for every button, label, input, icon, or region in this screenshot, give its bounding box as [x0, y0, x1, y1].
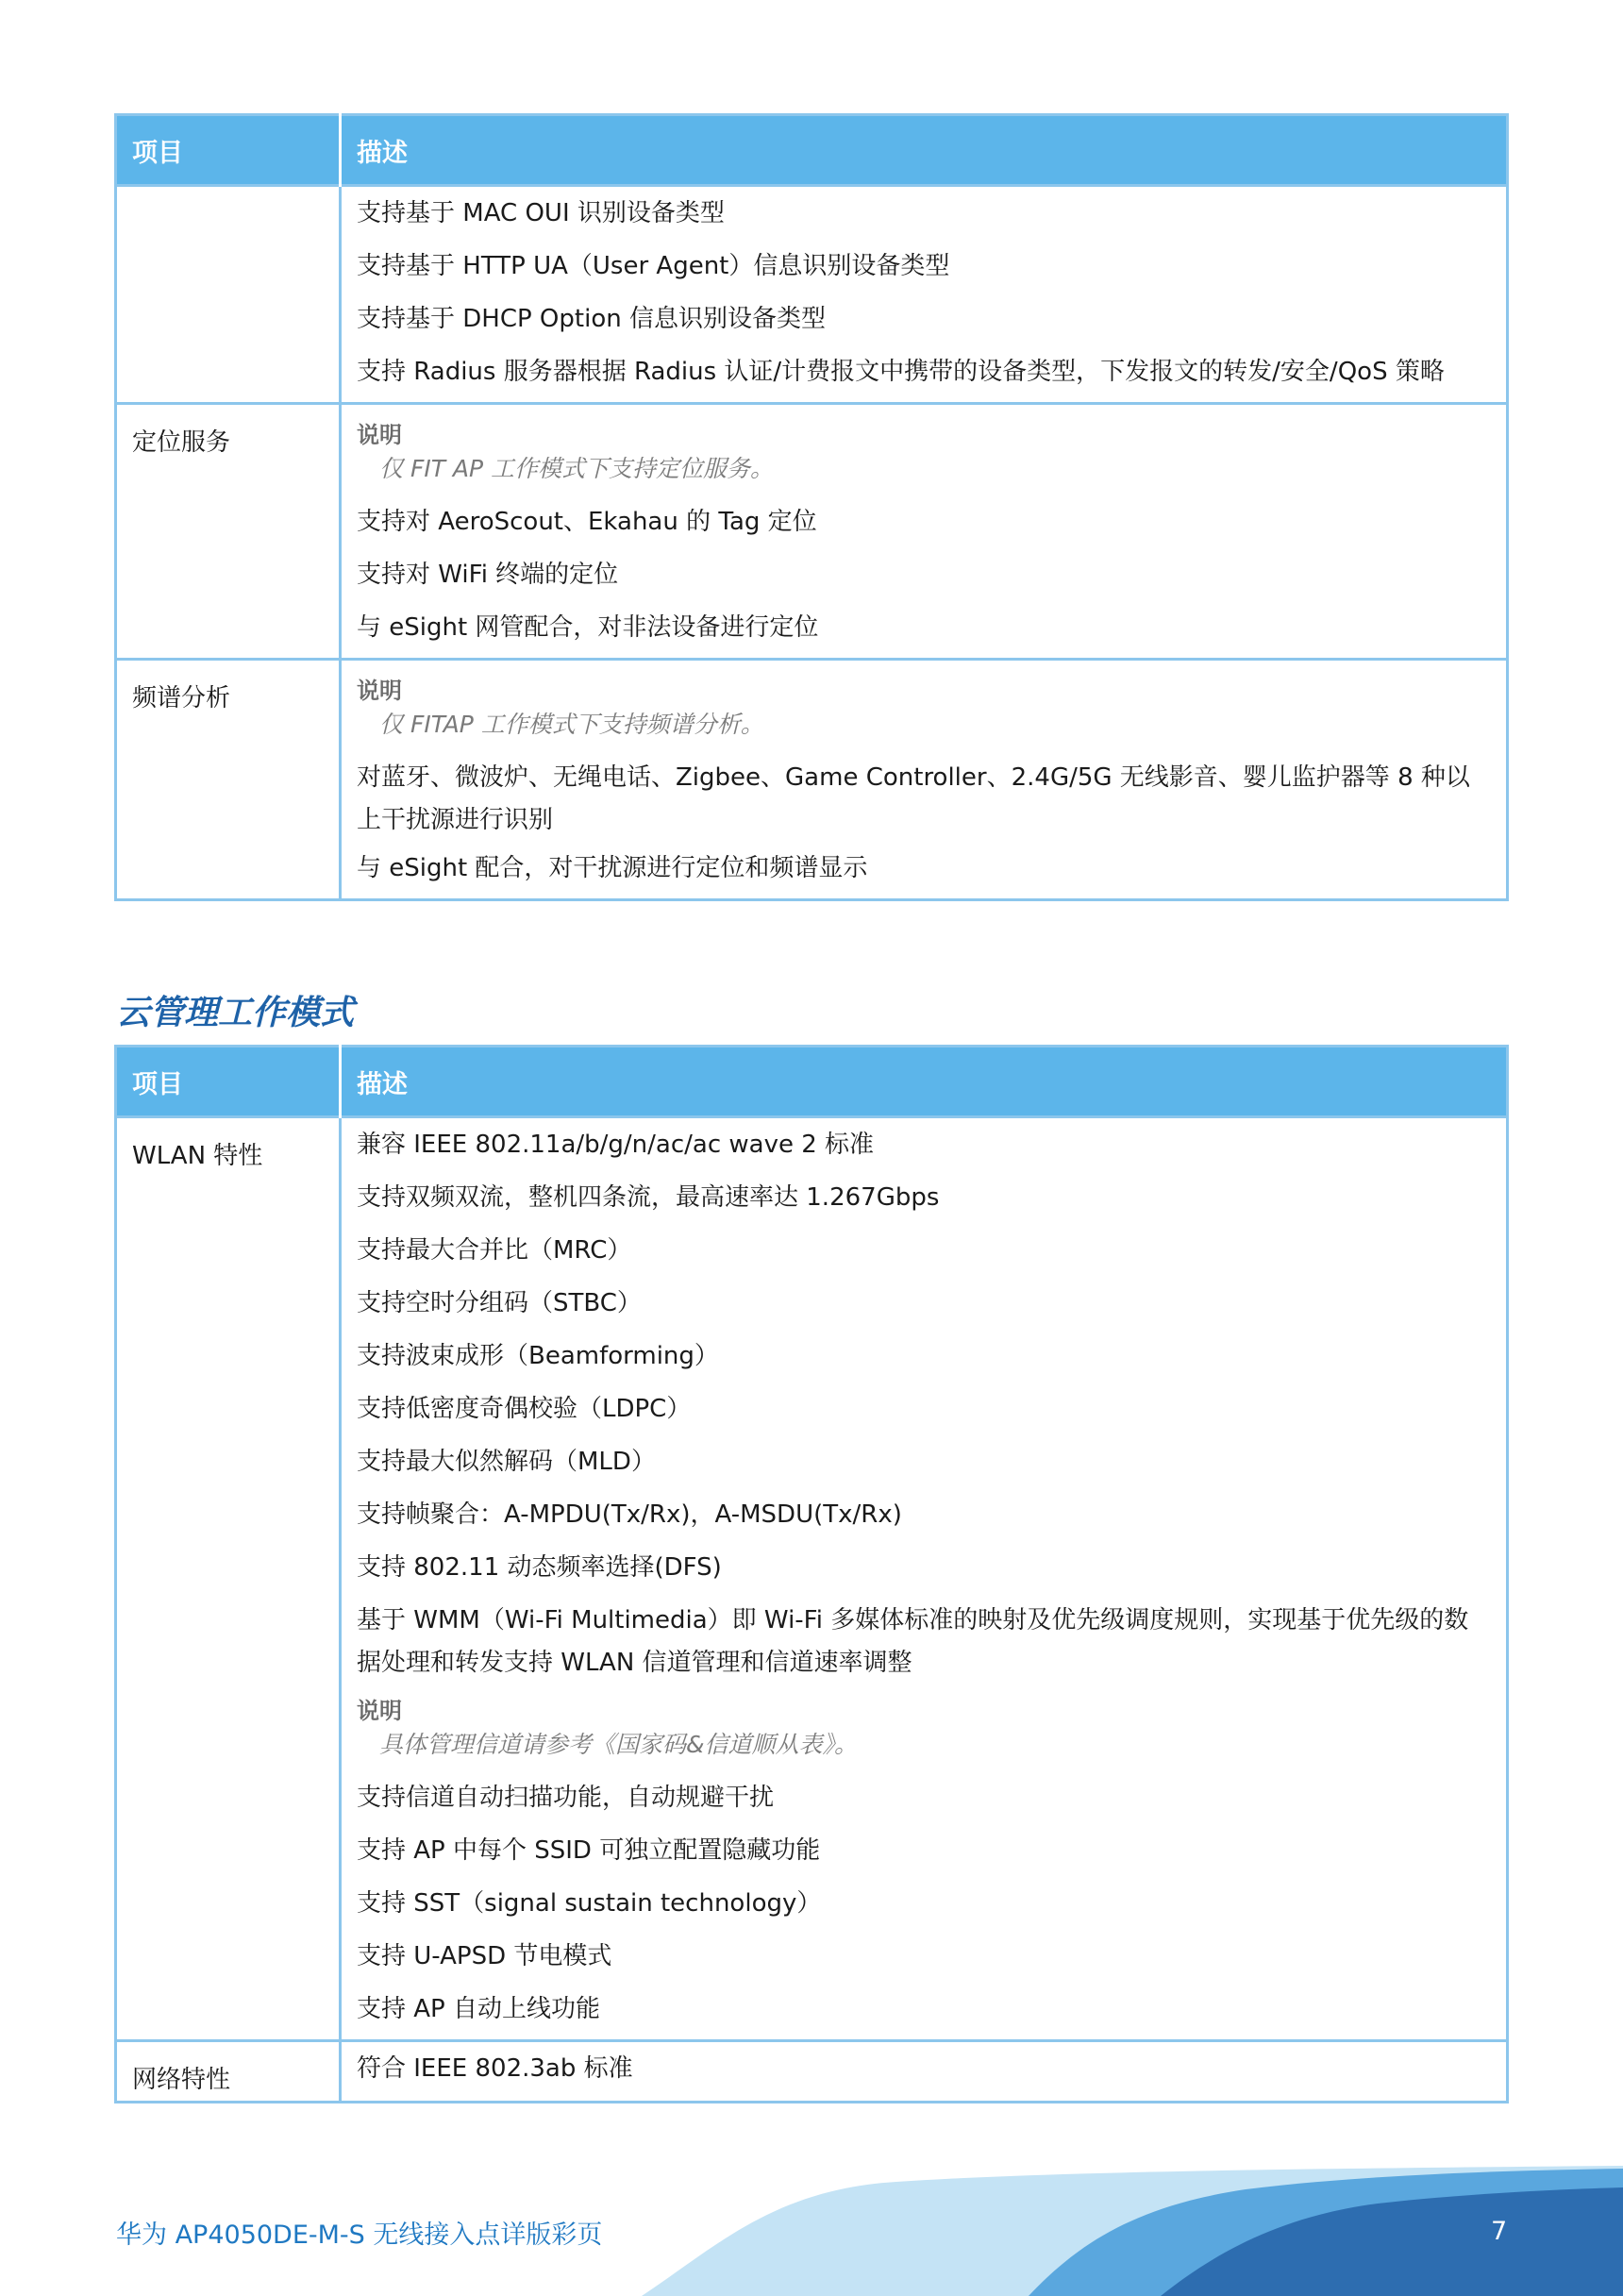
list-item: 支持最大似然解码（MLD）	[357, 1448, 656, 1476]
row-description	[341, 660, 1508, 900]
spec-table-continued	[114, 113, 1509, 901]
list-item: 兼容 IEEE 802.11a/b/g/n/ac/ac wave 2 标准	[357, 1131, 875, 1159]
note-text: 仅 FITAP 工作模式下支持频谱分析。	[379, 711, 764, 738]
row-description	[341, 1117, 1508, 2041]
list-item: 支持基于 DHCP Option 信息识别设备类型	[357, 305, 826, 333]
row-item-label	[116, 186, 341, 404]
section-title: 云管理工作模式	[116, 994, 355, 1032]
table-row	[116, 2041, 1508, 2103]
list-item: 支持 Radius 服务器根据 Radius 认证/计费报文中携带的设备类型，下发报文的转发/安全/QoS 策略	[357, 358, 1445, 386]
list-item: 支持最大合并比（MRC）	[357, 1236, 632, 1265]
column-header-description: 描述	[341, 1047, 1508, 1117]
row-description	[341, 2041, 1508, 2103]
row-item-label: 网络特性	[116, 2041, 341, 2103]
page-number: 7	[1491, 2217, 1508, 2246]
table-row	[116, 404, 1508, 660]
table-row	[116, 1117, 1508, 2041]
list-item: 与 eSight 网管配合，对非法设备进行定位	[357, 613, 819, 642]
list-item: 对蓝牙、微波炉、无绳电话、Zigbee、Game Controller、2.4G/5G 无线影音、婴儿监护器等 8 种以上干扰源进行识别	[357, 763, 1470, 834]
list-item: 支持对 AeroScout、Ekahau 的 Tag 定位	[357, 508, 817, 536]
row-item-label: WLAN 特性	[116, 1117, 341, 2041]
list-item: 支持对 WiFi 终端的定位	[357, 561, 619, 589]
note-text: 仅 FIT AP 工作模式下支持定位服务。	[379, 455, 775, 482]
list-item: 与 eSight 配合，对干扰源进行定位和频谱显示	[357, 854, 868, 882]
spec-table-cloud-mode	[114, 1045, 1509, 2103]
list-item: 支持低密度奇偶校验（LDPC）	[357, 1395, 692, 1423]
list-item: 支持帧聚合：A-MPDU(Tx/Rx)，A-MSDU(Tx/Rx)	[357, 1500, 902, 1529]
column-header-description: 描述	[341, 115, 1508, 186]
list-item: 支持 U-APSD 节电模式	[357, 1942, 612, 1970]
row-description	[341, 186, 1508, 404]
table-row	[116, 660, 1508, 900]
row-description	[341, 404, 1508, 660]
list-item: 支持 SST（signal sustain technology）	[357, 1889, 822, 1918]
note-title: 说明	[357, 1698, 402, 1724]
list-item: 支持 802.11 动态频率选择(DFS)	[357, 1553, 722, 1582]
row-item-label: 定位服务	[116, 404, 341, 660]
table-row	[116, 186, 1508, 404]
row-item-label: 频谱分析	[116, 660, 341, 900]
note-title: 说明	[357, 422, 402, 448]
list-item: 支持空时分组码（STBC）	[357, 1289, 642, 1317]
list-item: 支持双频双流，整机四条流，最高速率达 1.267Gbps	[357, 1183, 940, 1212]
list-item: 支持波束成形（Beamforming）	[357, 1342, 719, 1370]
column-header-item: 项目	[116, 115, 341, 186]
list-item: 支持基于 MAC OUI 识别设备类型	[357, 199, 725, 227]
column-header-item: 项目	[116, 1047, 341, 1117]
list-item: 符合 IEEE 802.3ab 标准	[357, 2054, 633, 2083]
table-header-row	[116, 115, 1508, 186]
list-item: 基于 WMM（Wi-Fi Multimedia）即 Wi-Fi 多媒体标准的映射及优先级调度规则，实现基于优先级的数据处理和转发支持 WLAN 信道管理和信道速率调整	[357, 1606, 1469, 1677]
note-text: 具体管理信道请参考《国家码&信道顺从表》。	[379, 1731, 858, 1758]
list-item: 支持 AP 中每个 SSID 可独立配置隐藏功能	[357, 1836, 821, 1865]
footer-title: 华为 AP4050DE-M-S 无线接入点详版彩页	[116, 2221, 603, 2250]
list-item: 支持 AP 自动上线功能	[357, 1995, 600, 2023]
list-item: 支持基于 HTTP UA（User Agent）信息识别设备类型	[357, 252, 950, 280]
list-item: 支持信道自动扫描功能，自动规避干扰	[357, 1784, 775, 1812]
note-title: 说明	[357, 678, 402, 704]
table-header-row	[116, 1047, 1508, 1117]
